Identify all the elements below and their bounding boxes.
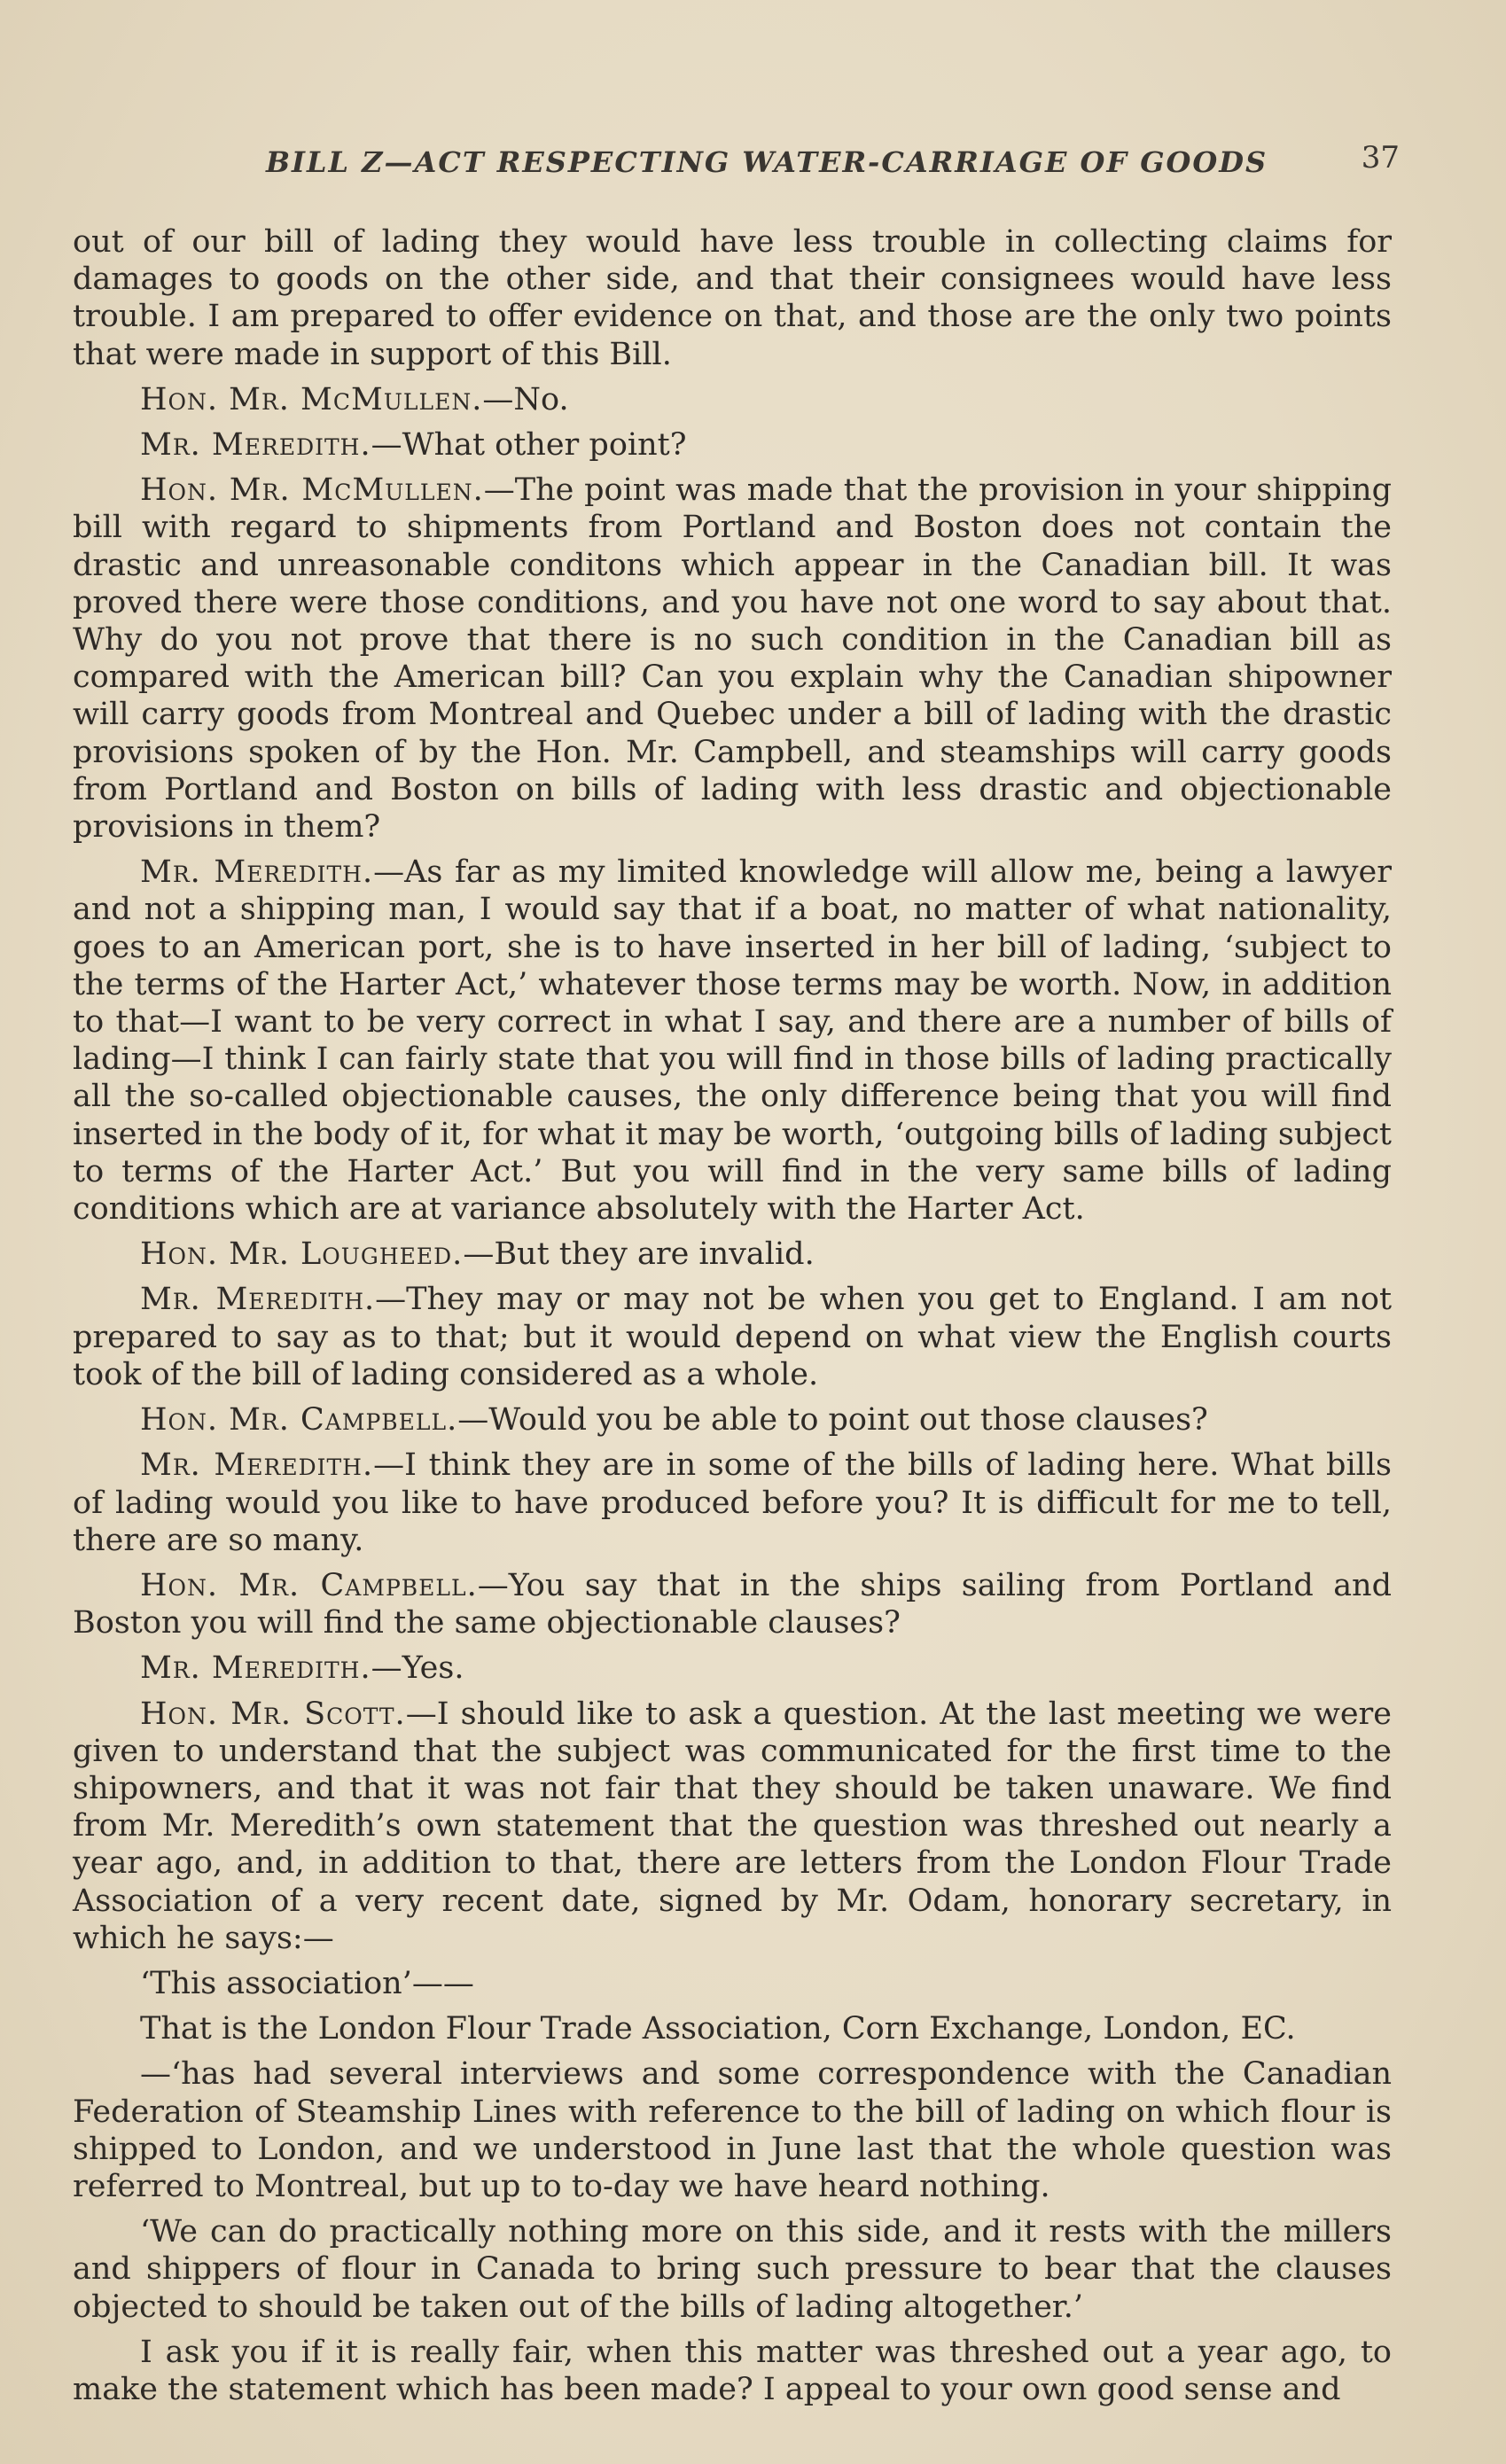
paragraph: Hon. Mr. Lougheed.—But they are invalid. bbox=[140, 1236, 815, 1273]
speaker-name: Mr. Meredith. bbox=[140, 1447, 374, 1484]
speaker-name: Mr. Meredith. bbox=[140, 427, 371, 464]
paragraph: Hon. Mr. McMullen.—No. bbox=[140, 381, 569, 417]
page-header bbox=[71, 133, 1400, 186]
paragraph: Mr. Meredith.—What other point? bbox=[140, 427, 687, 464]
quote-paragraph: ‘This association’—— bbox=[140, 1965, 474, 2001]
speaker-name: Hon. Mr. Campbell. bbox=[140, 1567, 478, 1603]
paragraph: I ask you if it is really fair, when this matter was threshed out a year ago, to make the statement which has been made? I appeal to your own good sense and bbox=[73, 2334, 1392, 2407]
speaker-name: Hon. Mr. McMullen. bbox=[140, 381, 483, 417]
speaker-name: Hon. Mr. Lougheed. bbox=[140, 1236, 464, 1273]
paragraph: Mr. Meredith.—As far as my limited knowledge will allow me, being a lawyer and not a shipping man, I would say that if a boat, no matter of what nationality, goes to an American port, she is to have inserted in her bill of lading, ‘subject to the terms of the Harter Act,’ whatever those terms may be worth. Now, in addition to that—I want to be very correct in what I say, and there are a number of bills of lading—I think I can fairly state that you will find in those bills of lading practically all the so-called objectionable causes, the only difference being that you will find inserted in the body of it, for what it may be worth, ‘outgoing bills of lading subject to terms of the Harter Act.’ But you will find in the very same bills of lading conditions which are at variance absolutely with the Harter Act. bbox=[73, 854, 1392, 1228]
speaker-name: Mr. Meredith. bbox=[140, 1650, 371, 1687]
speaker-name: Mr. Meredith. bbox=[140, 854, 374, 891]
paragraph: Mr. Meredith.—Yes. bbox=[140, 1650, 464, 1687]
paragraph: Mr. Meredith.—I think they are in some of the bills of lading here. What bills of lading would you like to have produced before you? It is difficult for me to tell, there are so many. bbox=[73, 1447, 1392, 1558]
running-title: BILL Z—ACT RESPECTING WATER-CARRIAGE OF GOODS bbox=[266, 145, 1268, 179]
speaker-name: Mr. Meredith. bbox=[140, 1282, 376, 1318]
speaker-name: Hon. Mr. Scott. bbox=[140, 1696, 406, 1732]
paragraph: Mr. Meredith.—They may or may not be when you get to England. I am not prepared to say as to that; but it would depend on what view the English courts took of the bill of lading considered as a whole. bbox=[73, 1282, 1393, 1392]
paragraph: Hon. Mr. Campbell.—Would you be able to point out those clauses? bbox=[140, 1402, 1208, 1439]
paragraph: Hon. Mr. McMullen.—The point was made that the provision in your shipping bill with regard to shipments from Portland and Boston does not contain the drastic and unreasonable conditons which appear in the Canadian bill. It was proved there were those conditions, and you have not one word to say about that. Why do you not prove that there is no such condition in the Canadian bill as compared with the American bill? Can you explain why the Canadian shipowner will carry goods from Montreal and Quebec under a bill of lading with the drastic provisions spoken of by the Hon. Mr. Campbell, and steamships will carry goods from Portland and Boston on bills of lading with less drastic and objectionable provisions in them? bbox=[73, 472, 1392, 846]
quote-paragraph: ‘We can do practically nothing more on this side, and it rests with the millers and shippers of flour in Canada to bring such pressure to bear that the clauses objected to should be taken out of the bills of lading altogether.’ bbox=[73, 2214, 1392, 2325]
paragraph: Hon. Mr. Scott.—I should like to ask a question. At the last meeting we were given to understand that the subject was communicated for the first time to the shipowners, and that it was not fair that they should be taken unaware. We find from Mr. Meredith’s own statement that the question was threshed out nearly a year ago, and, in addition to that, there are letters from the London Flour Trade Association of a very recent date, signed by Mr. Odam, honorary secretary, in which he says:— bbox=[73, 1696, 1392, 1956]
paragraph: out of our bill of lading they would have less trouble in collecting claims for damages to goods on the other side, and that their consignees would have less trouble. I am prepared to offer evidence on that, and those are the only two points that were made in support of this Bill. bbox=[73, 224, 1392, 372]
speaker-name: Hon. Mr. McMullen. bbox=[140, 472, 484, 509]
body-text bbox=[73, 223, 1392, 2416]
quote-paragraph: —‘has had several interviews and some correspondence with the Canadian Federation of Steamship Lines with reference to the bill of lading on which flour is shipped to London, and we understood in June last that the whole question was referred to Montreal, but up to to-day we have heard nothing. bbox=[73, 2056, 1392, 2204]
speaker-name: Hon. Mr. Campbell. bbox=[140, 1402, 458, 1439]
paragraph: Hon. Mr. Campbell.—You say that in the ships sailing from Portland and Boston you will find the same objectionable clauses? bbox=[73, 1567, 1393, 1641]
page-number: 37 bbox=[1361, 140, 1400, 175]
paragraph: That is the London Flour Trade Association, Corn Exchange, London, EC. bbox=[140, 2011, 1296, 2047]
